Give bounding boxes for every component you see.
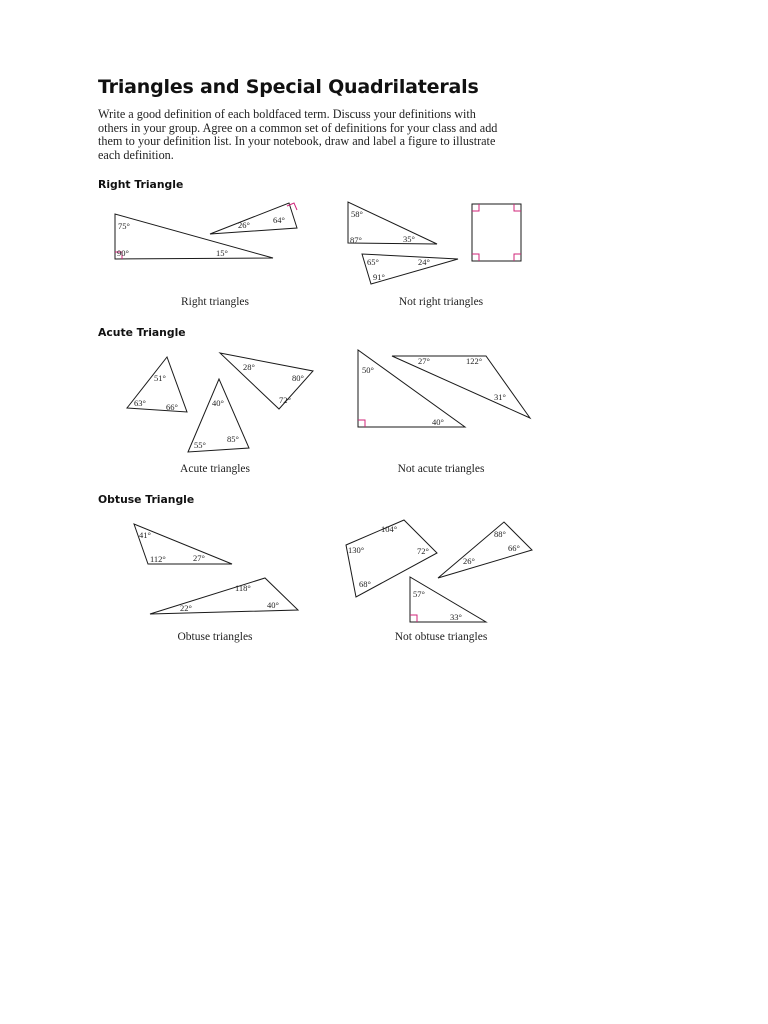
acute-examples-caption: Acute triangles <box>180 463 250 475</box>
angle-label: 68° <box>359 579 371 589</box>
angle-label: 63° <box>134 398 146 408</box>
angle-label: 112° <box>150 554 166 564</box>
angle-label: 28° <box>243 362 255 372</box>
right-nonexample-triangle-upper <box>348 202 437 245</box>
obtuse-examples-caption: Obtuse triangles <box>177 631 253 643</box>
right-nonexample-triangle-lower <box>362 254 458 284</box>
intro-line: Write a good definition of each boldfaced term. Discuss your definitions with <box>98 107 476 121</box>
angle-label: 26° <box>238 220 250 230</box>
angle-label: 72° <box>417 546 429 556</box>
angle-label: 91° <box>373 272 385 282</box>
angle-label: 65° <box>367 257 379 267</box>
angle-label: 90° <box>117 248 129 258</box>
angle-label: 27° <box>418 356 430 366</box>
right-nonexamples-caption: Not right triangles <box>398 296 484 308</box>
right-nonexample-rectangle <box>472 204 521 261</box>
angle-label: 50° <box>362 365 374 375</box>
angle-label: 40° <box>212 398 224 408</box>
angle-label: 130° <box>348 545 365 555</box>
angle-label: 75° <box>118 221 130 231</box>
right-example-triangle-small <box>210 203 297 234</box>
angle-label: 40° <box>267 600 279 610</box>
acute-example-triangle-left <box>127 357 187 412</box>
angle-label: 27° <box>193 553 205 563</box>
obtuse-triangle-heading: Obtuse Triangle <box>98 493 195 506</box>
obtuse-example-triangle-upper <box>134 524 232 564</box>
angle-label: 40° <box>432 417 444 427</box>
angle-label: 118° <box>235 583 251 593</box>
angle-label: 26° <box>463 556 475 566</box>
acute-nonexamples-caption: Not acute triangles <box>397 463 485 475</box>
angle-label: 24° <box>418 257 430 267</box>
acute-nonexample-right-triangle <box>358 350 465 427</box>
intro-line: each definition. <box>98 147 174 162</box>
angle-label: 31° <box>494 392 506 402</box>
angle-label: 51° <box>154 373 166 383</box>
angle-label: 22° <box>180 603 192 613</box>
obtuse-example-triangle-lower <box>150 578 298 614</box>
angle-label: 88° <box>494 529 506 539</box>
angle-label: 80° <box>292 373 304 383</box>
angle-label: 87° <box>350 235 362 245</box>
page-title: Triangles and Special Quadrilaterals <box>98 76 479 98</box>
angle-label: 64° <box>273 215 285 225</box>
right-examples-caption: Right triangles <box>180 296 250 308</box>
obtuse-nonexamples-caption: Not obtuse triangles <box>394 631 488 643</box>
angle-label: 58° <box>351 209 363 219</box>
angle-label: 122° <box>466 356 483 366</box>
angle-label: 104° <box>381 524 398 534</box>
angle-label: 15° <box>216 248 228 258</box>
angle-label: 55° <box>194 440 206 450</box>
acute-example-triangle-bottom <box>188 379 249 452</box>
intro-line: them to your definition list. In your notebook, draw and label a figure to illustrate <box>98 134 496 149</box>
obtuse-nonexample-right-triangle <box>410 577 486 622</box>
acute-triangle-heading: Acute Triangle <box>98 326 186 339</box>
angle-label: 85° <box>227 434 239 444</box>
angle-label: 66° <box>508 543 520 553</box>
obtuse-nonexample-triangle-right <box>438 522 532 578</box>
acute-example-triangle-right <box>220 353 313 409</box>
right-triangle-heading: Right Triangle <box>98 178 184 191</box>
angle-label: 35° <box>403 234 415 244</box>
angle-label: 33° <box>450 612 462 622</box>
acute-nonexample-obtuse-triangle <box>392 356 530 418</box>
angle-label: 57° <box>413 589 425 599</box>
angle-label: 72° <box>279 395 291 405</box>
intro-line: others in your group. Agree on a common set of definitions for your class and add <box>98 120 498 135</box>
angle-label: 66° <box>166 402 178 412</box>
angle-label: 41° <box>139 530 151 540</box>
